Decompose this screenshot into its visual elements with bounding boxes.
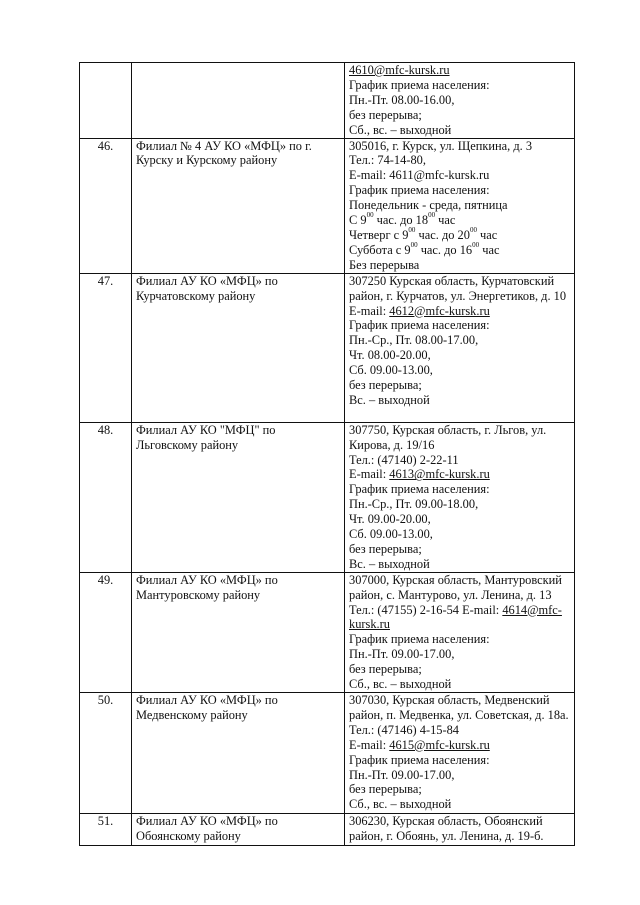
row-number bbox=[80, 63, 132, 139]
schedule-heading: График приема населения: bbox=[349, 752, 490, 767]
phone: Тел.: (47146) 4-15-84 bbox=[349, 722, 459, 737]
schedule-line: Пн.-Пт. 08.00-16.00, bbox=[349, 92, 455, 107]
schedule-line: Понедельник - среда, пятница bbox=[349, 198, 508, 213]
schedule-line: Чт. 09.00-20.00, bbox=[349, 512, 431, 527]
schedule-line: С $9^{00}$ час. до $18^{00}$ час bbox=[349, 211, 456, 228]
address: 307750, Курская область, г. Льгов, ул. Кирова, д. 19/16 bbox=[349, 422, 547, 452]
email-link[interactable]: 4614@mfc-kursk.ru bbox=[349, 602, 562, 632]
branch-name bbox=[132, 63, 345, 139]
row-number: 46. bbox=[80, 138, 132, 273]
email-line: E-mail: 4612@mfc-kursk.ru bbox=[349, 303, 490, 318]
schedule-line: Суббота с $9^{00}$ час. до $16^{00}$ час bbox=[349, 240, 500, 257]
table-row bbox=[80, 63, 575, 139]
schedule-heading: График приема населения: bbox=[349, 482, 490, 497]
phone: Тел.: (47140) 2-22-11 bbox=[349, 452, 459, 467]
email-line: E-mail: 4613@mfc-kursk.ru bbox=[349, 467, 490, 482]
table-row bbox=[80, 814, 575, 846]
branch-name: Филиал АУ КО «МФЦ» по Мантуровскому району bbox=[132, 572, 345, 692]
branch-details bbox=[345, 422, 575, 572]
row-number: 48. bbox=[80, 422, 132, 572]
schedule-line: Пн.-Ср., Пт. 08.00-17.00, bbox=[349, 333, 479, 348]
branch-name: Филиал АУ КО «МФЦ» по Обоянскому району bbox=[132, 814, 345, 846]
row-number: 49. bbox=[80, 572, 132, 692]
schedule-line: без перерыва; bbox=[349, 782, 422, 797]
schedule-line: Четверг с $9^{00}$ час. до $20^{00}$ час bbox=[349, 225, 498, 242]
email-link[interactable]: 4613@mfc-kursk.ru bbox=[389, 467, 490, 482]
branches-table bbox=[79, 62, 575, 846]
row-number: 47. bbox=[80, 273, 132, 422]
address: 305016, г. Курск, ул. Щепкина, д. 3 bbox=[349, 138, 533, 153]
schedule-line: Сб. 09.00-13.00, bbox=[349, 363, 433, 378]
email-link[interactable]: 4610@mfc-kursk.ru bbox=[349, 63, 450, 77]
table-row bbox=[80, 422, 575, 572]
branch-name: Филиал № 4 АУ КО «МФЦ» по г. Курску и Курскому району bbox=[132, 138, 345, 273]
table-row bbox=[80, 273, 575, 422]
schedule-line: Пн.-Пт. 09.00-17.00, bbox=[349, 647, 455, 662]
email-link[interactable]: 4615@mfc-kursk.ru bbox=[389, 737, 490, 752]
schedule-line: Вс. – выходной bbox=[349, 392, 430, 407]
address: 306230, Курская область, Обоянский район, г. Обоянь, ул. Ленина, д. 19-б. bbox=[349, 814, 544, 843]
email-link[interactable]: 4612@mfc-kursk.ru bbox=[389, 303, 490, 318]
schedule-line: Сб., вс. – выходной bbox=[349, 797, 452, 812]
branch-name: Филиал АУ КО «МФЦ» по Медвенскому району bbox=[132, 693, 345, 814]
email-line: E-mail: 4615@mfc-kursk.ru bbox=[349, 737, 490, 752]
address: 307030, Курская область, Медвенский район, п. Медвенка, ул. Советская, д. 18а. bbox=[349, 693, 569, 722]
schedule-line: без перерыва; bbox=[349, 541, 422, 556]
branch-name: Филиал АУ КО "МФЦ" по Льговскому району bbox=[132, 422, 345, 572]
branch-details bbox=[345, 693, 575, 814]
email-line: E-mail: 4611@mfc-kursk.ru bbox=[349, 168, 490, 183]
schedule-line: Сб. 09.00-13.00, bbox=[349, 527, 433, 542]
schedule-line: Чт. 08.00-20.00, bbox=[349, 348, 431, 363]
table-row bbox=[80, 693, 575, 814]
address: 307000, Курская область, Мантуровский район, с. Мантурово, ул. Ленина, д. 13 bbox=[349, 572, 562, 602]
schedule-line: Пн.-Ср., Пт. 09.00-18.00, bbox=[349, 497, 479, 512]
branch-details bbox=[345, 572, 575, 692]
schedule-line: без перерыва; bbox=[349, 662, 422, 677]
table-row bbox=[80, 572, 575, 692]
table-row bbox=[80, 138, 575, 273]
phone: Тел.: 74-14-80, bbox=[349, 153, 426, 168]
schedule-heading: График приема населения: bbox=[349, 318, 490, 333]
row-number: 51. bbox=[80, 814, 132, 846]
schedule-line: Вс. – выходной bbox=[349, 556, 430, 571]
phone-email: Тел.: (47155) 2-16-54 E-mail: 4614@mfc-kursk.ru bbox=[349, 602, 562, 632]
schedule-line: Пн.-Пт. 09.00-17.00, bbox=[349, 767, 455, 782]
branch-details bbox=[345, 273, 575, 422]
address: 307250 Курская область, Курчатовский район, г. Курчатов, ул. Энергетиков, д. 10 bbox=[349, 273, 567, 303]
schedule-line: Сб., вс. – выходной bbox=[349, 122, 452, 137]
schedule-line: Сб., вс. – выходной bbox=[349, 677, 452, 692]
branch-name: Филиал АУ КО «МФЦ» по Курчатовскому району bbox=[132, 273, 345, 422]
schedule-line: без перерыва; bbox=[349, 107, 422, 122]
branch-details bbox=[345, 814, 575, 846]
schedule-heading: График приема населения: bbox=[349, 183, 490, 198]
row-number: 50. bbox=[80, 693, 132, 814]
branch-details bbox=[345, 63, 575, 139]
schedule-line: Без перерыва bbox=[349, 257, 420, 272]
schedule-heading: График приема населения: bbox=[349, 632, 490, 647]
schedule-heading: График приема населения: bbox=[349, 77, 490, 92]
schedule-line: без перерыва; bbox=[349, 378, 422, 393]
branch-details bbox=[345, 138, 575, 273]
